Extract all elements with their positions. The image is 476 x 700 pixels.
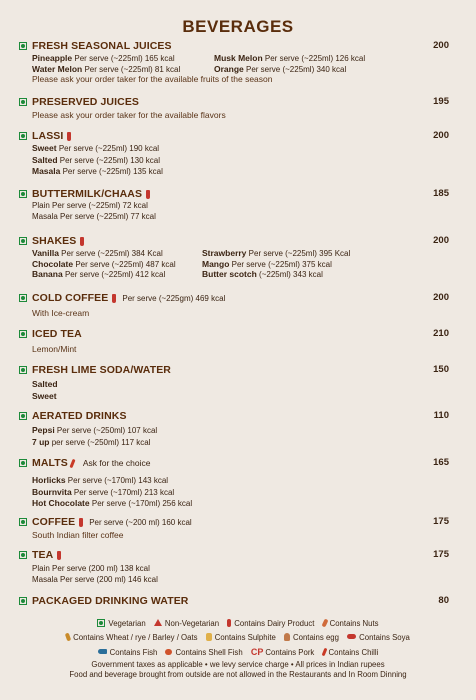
item-info: Per serve (~250ml) 107 kcal <box>56 426 158 435</box>
veg-icon <box>19 518 27 526</box>
legend-row-2 <box>0 633 476 642</box>
price: 210 <box>433 328 449 339</box>
section-note: Please ask your order taker for the available fruits of the season <box>32 74 273 84</box>
item-info: Per serve (~225ml) 126 kcal <box>264 54 366 63</box>
footer-outside-food: Food and beverage brought from outside are not allowed in the Restaurants and In Room Dinning <box>69 670 407 679</box>
section-packaged-water <box>19 594 449 608</box>
price: 165 <box>433 457 449 468</box>
fish-icon <box>98 649 107 654</box>
price: 175 <box>433 516 449 527</box>
section-title: MALTS <box>32 457 68 469</box>
section-lassi <box>19 129 449 178</box>
item-name: Bournvita <box>32 486 72 497</box>
item-info: Per serve (~170ml) 143 kcal <box>67 476 169 485</box>
item-row <box>19 212 449 223</box>
item-name: Butter scotch <box>202 269 257 279</box>
item-name: Masala <box>32 574 58 584</box>
item-info: Per serve (~225ml) 487 kcal <box>75 259 176 269</box>
legend-egg: Contains egg <box>293 633 339 642</box>
section-iced-tea <box>19 327 449 355</box>
item-name: Pepsi <box>32 425 55 435</box>
section-title: PACKAGED DRINKING WATER <box>32 595 189 607</box>
item-info: per serve (~250ml) 117 kcal <box>51 437 151 447</box>
legend-soya: Contains Soya <box>359 633 410 642</box>
item-row <box>19 143 449 155</box>
item-row <box>19 487 449 499</box>
dairy-icon <box>57 551 61 560</box>
item-row <box>19 575 449 586</box>
section-malts <box>19 456 449 510</box>
price: 185 <box>433 188 449 199</box>
item-name: Plain <box>32 564 50 573</box>
veg-icon <box>19 366 27 374</box>
price: 200 <box>433 235 449 246</box>
item-name: Banana <box>32 269 63 279</box>
item-row <box>19 53 449 64</box>
price: 200 <box>433 130 449 141</box>
legend-nuts: Contains Nuts <box>329 619 379 628</box>
item-row <box>19 425 449 437</box>
section-cold-coffee <box>19 291 449 319</box>
section-preserved-juices <box>19 95 449 121</box>
legend-row-1 <box>0 619 476 628</box>
item-row <box>19 498 449 510</box>
dairy-icon <box>112 294 116 303</box>
section-coffee <box>19 515 449 541</box>
veg-icon <box>19 237 27 245</box>
price: 200 <box>433 40 449 51</box>
item-info: Per serve (200 ml) 138 kcal <box>52 564 150 573</box>
legend-dairy: Contains Dairy Product <box>234 619 315 628</box>
price: 200 <box>433 292 449 303</box>
veg-icon <box>19 330 27 338</box>
soya-icon <box>347 634 356 639</box>
veg-icon <box>19 98 27 106</box>
item-name: Sweet <box>32 390 57 401</box>
section-note: Lemon/Mint <box>32 344 77 354</box>
legend-chilli: Contains Chilli <box>328 648 379 657</box>
section-note: Please ask your order taker for the available flavors <box>32 110 226 120</box>
item-row <box>19 155 449 167</box>
item-name: Musk Melon <box>214 53 263 63</box>
price: 150 <box>433 364 449 375</box>
page-title: BEVERAGES <box>182 17 294 36</box>
item-info: Per serve (200 ml) 146 kcal <box>60 574 158 584</box>
item-name: Sweet <box>32 143 57 153</box>
item-info: (~225ml) 343 kcal <box>259 270 323 279</box>
item-name: Chocolate <box>32 258 74 269</box>
item-info: Per serve (~225ml) 77 kcal <box>60 211 156 221</box>
item-name: Water Melon <box>32 63 83 74</box>
non-veg-icon <box>154 619 162 626</box>
nutrition-info: Per serve (~225gm) 469 kcal <box>122 293 226 303</box>
item-name: Mango <box>202 258 230 269</box>
dairy-icon <box>80 237 84 246</box>
dairy-icon <box>146 190 150 199</box>
item-name: Orange <box>214 63 244 74</box>
egg-icon <box>284 633 290 641</box>
section-fresh-juices <box>19 39 449 85</box>
item-info: Per serve (~225ml) 81 kcal <box>84 64 181 74</box>
dairy-icon <box>227 619 231 627</box>
veg-icon <box>97 619 105 627</box>
item-row <box>19 379 449 391</box>
veg-icon <box>19 132 27 140</box>
item-info: Per serve (~225ml) 412 kcal <box>64 270 166 279</box>
item-name: Plain <box>32 201 50 210</box>
legend-pork: Contains Pork <box>265 648 315 657</box>
chilli-icon <box>321 648 327 657</box>
price: 110 <box>433 410 449 421</box>
item-name: Strawberry <box>202 248 247 258</box>
nuts-icon <box>69 458 75 467</box>
section-title: COLD COFFEE <box>32 292 109 304</box>
veg-icon <box>19 551 27 559</box>
section-title: PRESERVED JUICES <box>32 96 140 108</box>
item-name: Masala <box>32 211 58 221</box>
section-note: South Indian filter coffee <box>32 530 124 540</box>
footer-taxes: Government taxes as applicable • we levy service charge • All prices in Indian rupees <box>91 660 385 669</box>
veg-icon <box>19 42 27 50</box>
price: 175 <box>433 549 449 560</box>
section-title: TEA <box>32 549 54 561</box>
item-row <box>19 166 449 178</box>
item-name: 7 up <box>32 436 50 447</box>
section-aerated <box>19 409 449 448</box>
item-info: Per serve (~225ml) 375 kcal <box>231 259 332 269</box>
item-row <box>19 248 449 259</box>
legend-nonveg: Non-Vegetarian <box>164 619 220 628</box>
section-title: SHAKES <box>32 235 77 247</box>
veg-icon <box>19 190 27 198</box>
section-title: COFFEE <box>32 516 76 528</box>
section-shakes <box>19 234 449 280</box>
item-row <box>19 269 449 280</box>
price: 195 <box>433 96 449 107</box>
section-title: AERATED DRINKS <box>32 410 127 422</box>
legend-veg: Vegetarian <box>108 619 146 628</box>
item-name: Pineapple <box>32 53 73 63</box>
item-name: Masala <box>32 166 61 176</box>
section-note: With Ice-cream <box>32 308 90 318</box>
nuts-icon <box>321 619 328 628</box>
shellfish-icon <box>165 649 172 655</box>
section-fresh-lime <box>19 363 449 402</box>
item-info: Per serve (~170ml) 256 kcal <box>91 499 193 508</box>
section-title: FRESH SEASONAL JUICES <box>32 40 172 52</box>
item-info: Per serve (~225ml) 72 kcal <box>52 201 148 210</box>
cp-mark: CP <box>250 647 264 657</box>
veg-icon <box>19 412 27 420</box>
item-info: Per serve (~225ml) 165 kcal <box>74 54 175 63</box>
item-row <box>19 437 449 449</box>
legend-row-3 <box>0 647 476 657</box>
item-info: Per serve (~225ml) 190 kcal <box>58 144 160 153</box>
section-title: ICED TEA <box>32 328 82 340</box>
item-name: Salted <box>32 379 58 389</box>
item-row <box>19 201 449 212</box>
section-note: Ask for the choice <box>82 458 151 468</box>
veg-icon <box>19 597 27 605</box>
price: 80 <box>438 595 449 606</box>
item-info: Per serve (~225ml) 130 kcal <box>59 155 161 165</box>
legend-sulphite: Contains Sulphite <box>214 633 276 642</box>
dairy-icon <box>67 132 71 141</box>
item-name: Horlicks <box>32 475 66 485</box>
section-title: FRESH LIME SODA/WATER <box>32 364 171 376</box>
legend-shellfish: Contains Shell Fish <box>175 648 243 657</box>
item-row <box>19 391 449 403</box>
nutrition-info: Per serve (~200 ml) 160 kcal <box>89 517 192 527</box>
dairy-icon <box>79 518 83 527</box>
legend-fish: Contains Fish <box>109 648 158 657</box>
item-row <box>19 564 449 575</box>
item-info: Per serve (~225ml) 135 kcal <box>62 167 163 176</box>
sulphite-icon <box>206 633 212 641</box>
item-info: Per serve (~225ml) 340 kcal <box>246 64 347 74</box>
veg-icon <box>19 459 27 467</box>
item-name: Vanilla <box>32 248 59 258</box>
veg-icon <box>19 294 27 302</box>
item-info: Per serve (~170ml) 213 kcal <box>73 487 175 497</box>
section-title: LASSI <box>32 130 64 142</box>
item-name: Salted <box>32 154 58 165</box>
item-row <box>19 64 449 75</box>
wheat-icon <box>65 633 71 642</box>
item-info: Per serve (~225ml) 384 Kcal <box>61 249 163 258</box>
section-title: BUTTERMILK/CHAAS <box>32 188 143 200</box>
section-buttermilk <box>19 187 449 222</box>
item-row <box>19 259 449 270</box>
item-name: Hot Chocolate <box>32 498 90 508</box>
legend-wheat: Contains Wheat / rye / Barley / Oats <box>73 633 198 642</box>
section-tea <box>19 548 449 585</box>
item-info: Per serve (~225ml) 395 Kcal <box>248 249 351 258</box>
item-row <box>19 475 449 487</box>
